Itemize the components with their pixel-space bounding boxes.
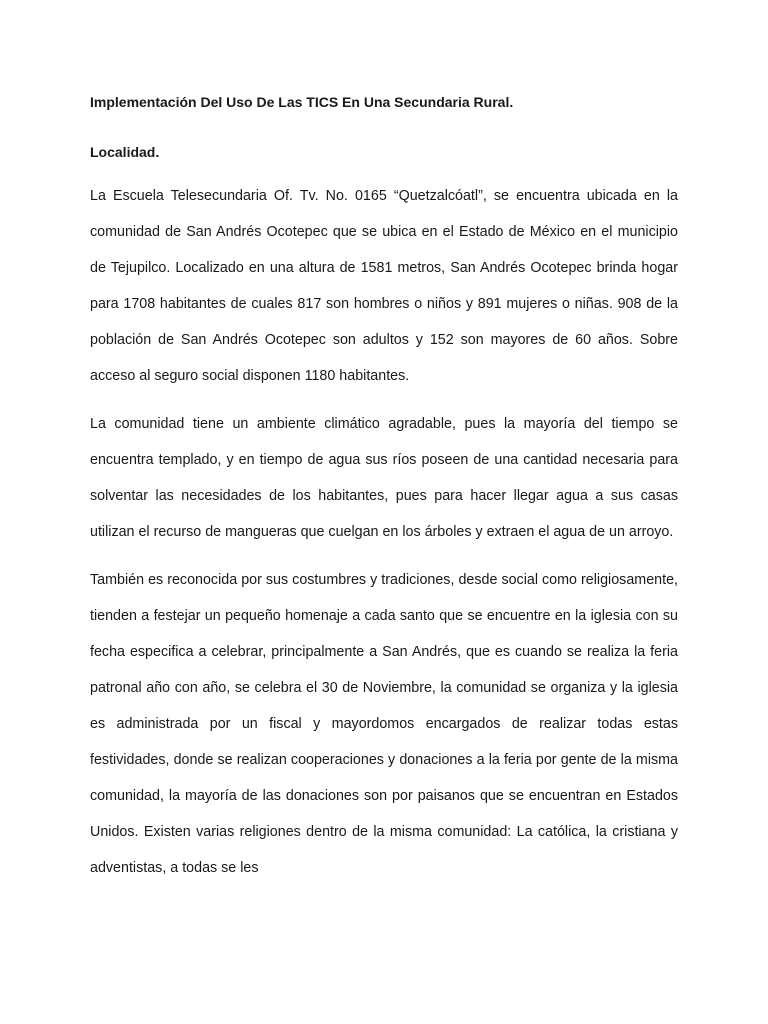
document-body [90, 92, 678, 906]
section-heading: Localidad. [90, 144, 160, 160]
paragraph-traditions: También es reconocida por sus costumbres y tradiciones, desde social como religiosamente, tienden a festejar un pequeño homenaje a cada santo que se encuentre en la iglesia con su fecha especifica a celebrar, principalmente a San Andrés, que es cuando se realiza la feria patronal año con año, se celebra el 30 de Noviembre, la comunidad se organiza y la iglesia es administrada por un fiscal y mayordomos encargados de realizar todas estas festividades, donde se realizan cooperaciones y donaciones a la feria por gente de la misma comunidad, la mayoría de las donaciones son por paisanos que se encuentran en Estados Unidos. Existen varias religiones dentro de la misma comunidad: La católica, la cristiana y adventistas, a todas se les [90, 572, 678, 876]
paragraph-climate: La comunidad tiene un ambiente climático agradable, pues la mayoría del tiempo se encuentra templado, y en tiempo de agua sus ríos poseen de una cantidad necesaria para solventar las necesidades de los habitantes, pues para hacer llegar agua a sus casas utilizan el recurso de mangueras que cuelgan en los árboles y extraen el agua de un arroyo. [90, 416, 678, 540]
paragraph-location: La Escuela Telesecundaria Of. Tv. No. 0165 “Quetzalcóatl”, se encuentra ubicada en la comunidad de San Andrés Ocotepec que se ubica en el Estado de México en el municipio de Tejupilco. Localizado en una altura de 1581 metros, San Andrés Ocotepec brinda hogar para 1708 habitantes de cuales 817 son hombres o niños y 891 mujeres o niñas. 908 de la población de San Andrés Ocotepec son adultos y 152 son mayores de 60 años. Sobre acceso al seguro social disponen 1180 habitantes. [90, 188, 678, 384]
document-title: Implementación Del Uso De Las TICS En Una Secundaria Rural. [90, 94, 514, 110]
